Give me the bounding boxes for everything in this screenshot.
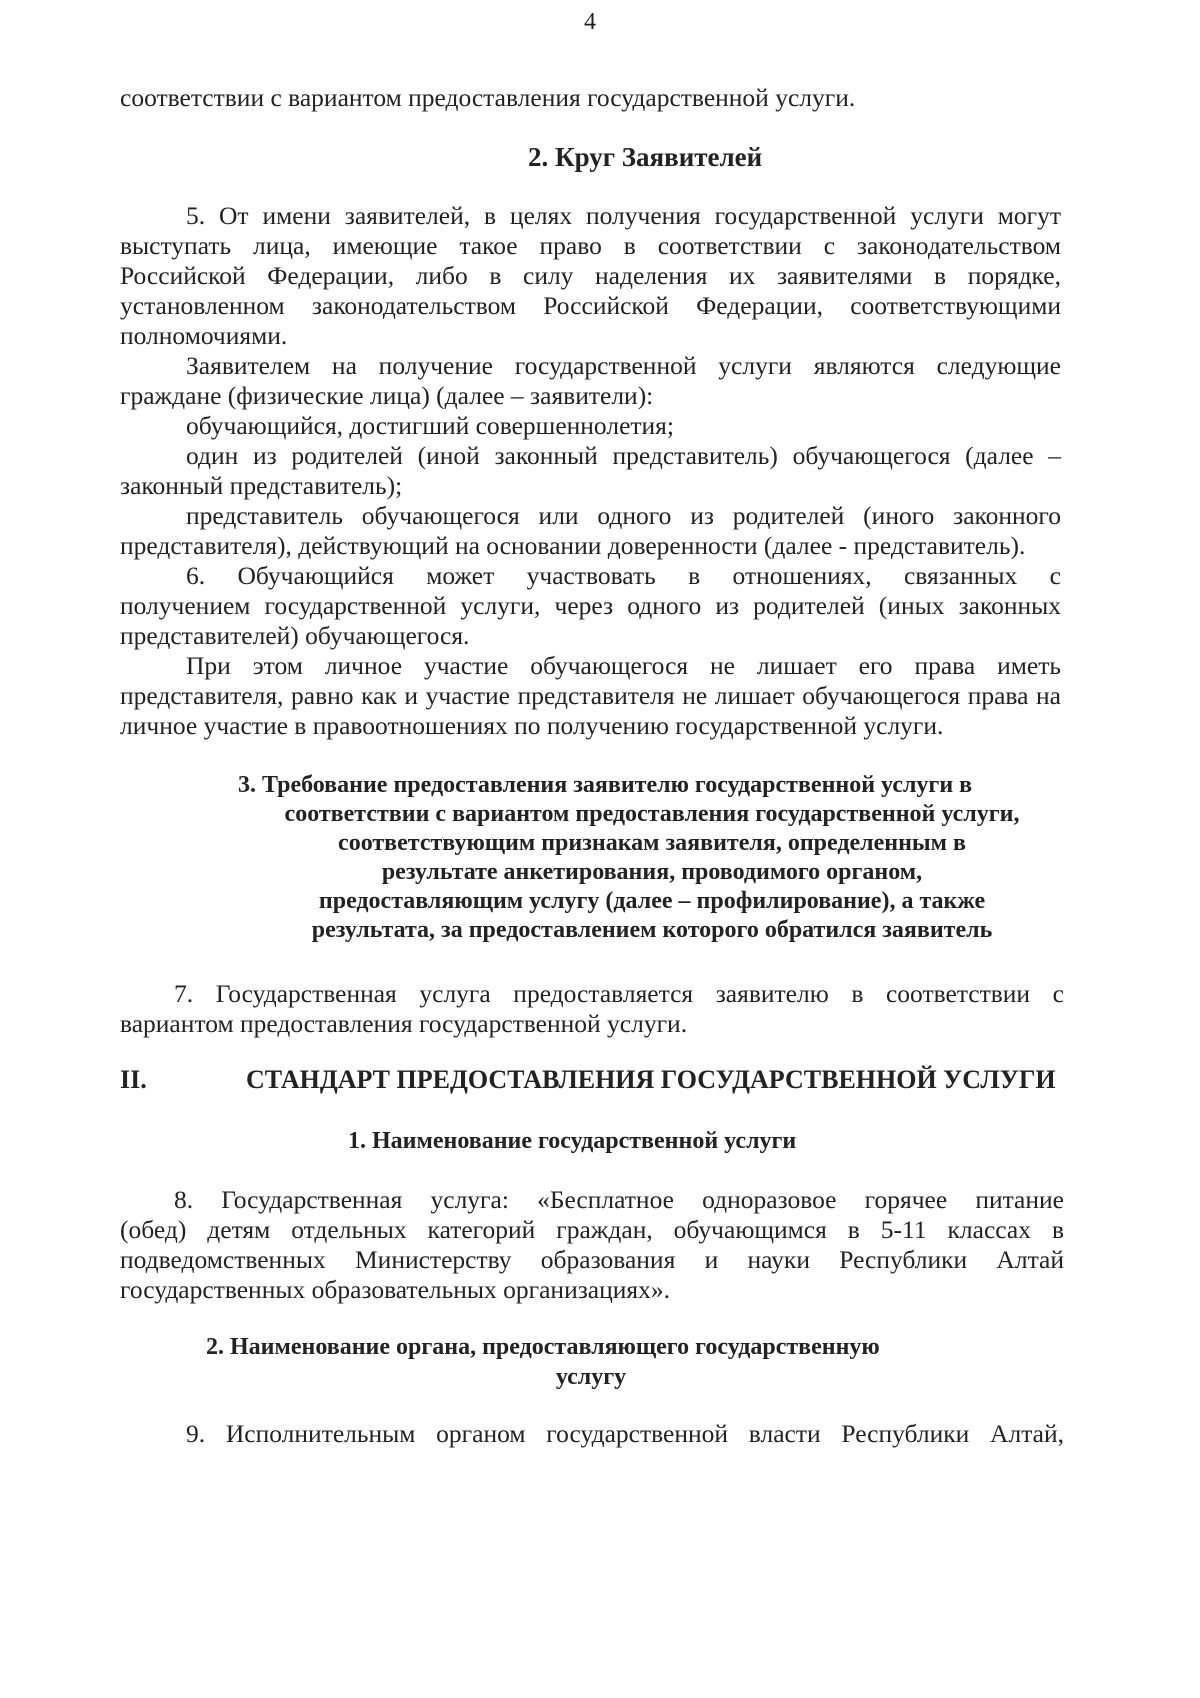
paragraph-line: личное участие в правоотношениях по получению государственной услуги. [120, 711, 944, 740]
section-heading-line: предоставляющим услугу (далее – профилирование), а также [318, 888, 986, 914]
paragraph-line: 9. Исполнительным органом государственной власти Республики Алтай, [186, 1419, 1064, 1448]
list-item: один из родителей (иной законный представитель) обучающегося (далее – [186, 441, 1061, 470]
paragraph-line: 7. Государственная услуга предоставляется заявителю в соответствии с [174, 979, 1064, 1008]
section-heading-line: соответствующим признакам заявителя, определенным в [338, 830, 966, 856]
subsection-heading-line: 2. Наименование органа, предоставляющего государственную [206, 1334, 880, 1360]
paragraph-line: (обед) детям отдельных категорий граждан, обучающимся в 5-11 классах в [120, 1215, 1064, 1244]
list-item: представителя), действующий на основании доверенности (далее - представитель). [120, 531, 1026, 560]
section-heading-line: 3. Требование предоставления заявителю государственной услуги в [238, 772, 973, 798]
section-heading-line: соответствии с вариантом предоставления государственной услуги, [284, 801, 1020, 827]
paragraph-line: выступать лица, имеющие такое право в соответствии с законодательством [120, 231, 1061, 260]
paragraph-line: граждане (физические лица) (далее – заявители): [120, 381, 654, 410]
paragraph-line: 8. Государственная услуга: «Бесплатное одноразовое горячее питание [174, 1185, 1064, 1214]
paragraph-line: При этом личное участие обучающегося не лишает его права иметь [186, 651, 1061, 680]
paragraph-line: представителя, равно как и участие представителя не лишает обучающегося права на [120, 681, 1061, 710]
subsection-heading: 1. Наименование государственной услуги [348, 1128, 797, 1154]
paragraph-line: вариантом предоставления государственной услуги. [120, 1009, 688, 1038]
chapter-title: СТАНДАРТ ПРЕДОСТАВЛЕНИЯ ГОСУДАРСТВЕННОЙ УСЛУГИ [246, 1065, 1056, 1094]
paragraph-line: государственных образовательных организациях». [120, 1275, 671, 1304]
paragraph-line: 6. Обучающийся может участвовать в отношениях, связанных с [186, 561, 1061, 590]
paragraph-line: представителей) обучающегося. [120, 621, 470, 650]
chapter-numeral: II. [120, 1065, 147, 1094]
subsection-heading-line: услугу [555, 1364, 627, 1390]
paragraph-line: 5. От имени заявителей, в целях получения государственной услуги могут [186, 201, 1061, 230]
list-item: обучающийся, достигший совершеннолетия; [186, 411, 674, 440]
paragraph-line: Заявителем на получение государственной услуги являются следующие [186, 351, 1061, 380]
list-item: представитель обучающегося или одного из родителей (иного законного [186, 501, 1061, 530]
paragraph-line: установленном законодательством Российской Федерации, соответствующими [120, 291, 1061, 320]
intro-line: соответствии с вариантом предоставления государственной услуги. [120, 83, 856, 112]
section-heading: 2. Круг Заявителей [528, 142, 763, 172]
paragraph-line: полномочиями. [120, 321, 288, 350]
page-number: 4 [584, 9, 596, 35]
paragraph-line: подведомственных Министерству образования и науки Республики Алтай [120, 1245, 1064, 1274]
section-heading-line: результата, за предоставлением которого обратился заявитель [311, 917, 993, 943]
paragraph-line: получением государственной услуги, через одного из родителей (иных законных [120, 591, 1061, 620]
list-item: законный представитель); [120, 471, 403, 500]
section-heading-line: результате анкетирования, проводимого органом, [381, 859, 923, 885]
paragraph-line: Российской Федерации, либо в силу наделения их заявителями в порядке, [120, 261, 1061, 290]
